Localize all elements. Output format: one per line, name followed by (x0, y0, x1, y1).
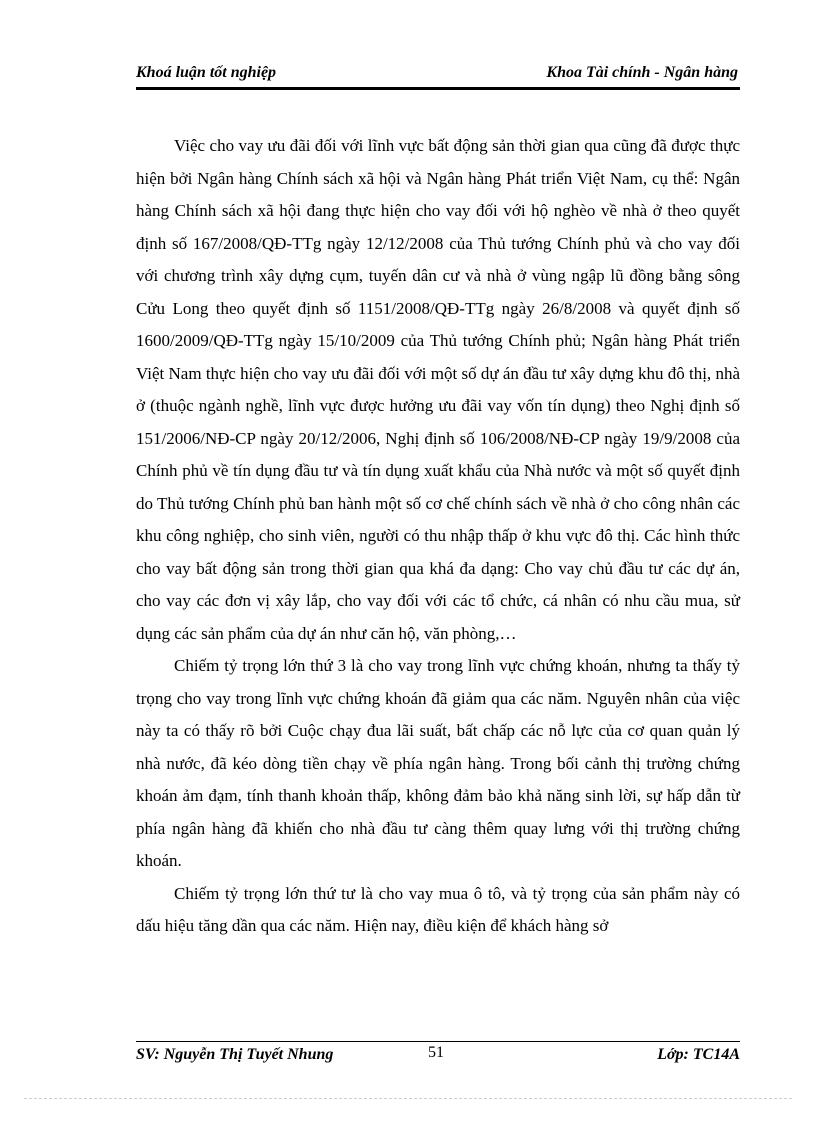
paragraph: Việc cho vay ưu đãi đối với lĩnh vực bất động sản thời gian qua cũng đã được thực hiện bởi Ngân hàng Chính sách xã hội và Ngân hàng Phát triển Việt Nam, cụ thể: Ngân hàng Chính sách xã hội đang thực hiện cho vay đối với hộ nghèo về nhà ở theo quyết định số 167/2008/QĐ-TTg ngày 12/12/2008 của Thủ tướng Chính phủ và cho vay đối với chương trình xây dựng cụm, tuyến dân cư và nhà ở vùng ngập lũ đồng bằng sông Cửu Long theo quyết định số 1151/2008/QĐ-TTg ngày 26/8/2008 và quyết định số 1600/2009/QĐ-TTg ngày 15/10/2009 của Thủ tướng Chính phủ; Ngân hàng Phát triển Việt Nam thực hiện cho vay ưu đãi đối với một số dự án đầu tư xây dựng khu đô thị, nhà ở (thuộc ngành nghề, lĩnh vực được hưởng ưu đãi vay vốn tín dụng) theo Nghị định số 151/2006/NĐ-CP ngày 20/12/2006, Nghị định số 106/2008/NĐ-CP ngày 19/9/2008 của Chính phủ về tín dụng đầu tư và tín dụng xuất khẩu của Nhà nước và một số quyết định do Thủ tướng Chính phủ ban hành một số cơ chế chính sách về nhà ở cho công nhân các khu công nghiệp, cho sinh viên, người có thu nhập thấp ở khu vực đô thị. Các hình thức cho vay bất động sản trong thời gian qua khá đa dạng: Cho vay chủ đầu tư các dự án, cho vay các đơn vị xây lắp, cho vay đối với các tổ chức, cá nhân có nhu cầu mua, sử dụng các sản phẩm của dự án như căn hộ, văn phòng,… (136, 136, 740, 643)
footer-student-name: SV: Nguyễn Thị Tuyết Nhung (136, 1046, 334, 1063)
running-footer (136, 1044, 740, 1068)
header-divider (136, 87, 740, 90)
paragraph: Chiếm tỷ trọng lớn thứ tư là cho vay mua ô tô, và tỷ trọng của sản phẩm này có dấu hiệu tăng dần qua các năm. Hiện nay, điều kiện để khách hàng sở (136, 883, 740, 935)
running-header (136, 64, 738, 86)
header-faculty-label: Khoa Tài chính - Ngân hàng (546, 64, 738, 81)
page-edge-divider (24, 1098, 792, 1099)
footer-class-label: Lớp: TC14A (657, 1046, 740, 1063)
paragraph: Chiếm tỷ trọng lớn thứ 3 là cho vay trong lĩnh vực chứng khoán, nhưng ta thấy tỷ trọng cho vay trong lĩnh vực chứng khoán đã giảm qua các năm. Nguyên nhân của việc này ta có thấy rõ bởi Cuộc chạy đua lãi suất, bất chấp các nỗ lực của cơ quan quản lý nhà nước, đã kéo dòng tiền chạy về phía ngân hàng. Trong bối cảnh thị trường chứng khoán ảm đạm, tính thanh khoản thấp, không đảm bảo khả năng sinh lời, sự hấp dẫn từ phía ngân hàng đã khiến cho nhà đầu tư càng thêm quay lưng với thị trường chứng khoán. (136, 656, 740, 870)
header-thesis-label: Khoá luận tốt nghiệp (136, 64, 277, 81)
page-number: 51 (428, 1044, 444, 1061)
footer-divider (136, 1041, 740, 1042)
document-body (136, 130, 740, 943)
